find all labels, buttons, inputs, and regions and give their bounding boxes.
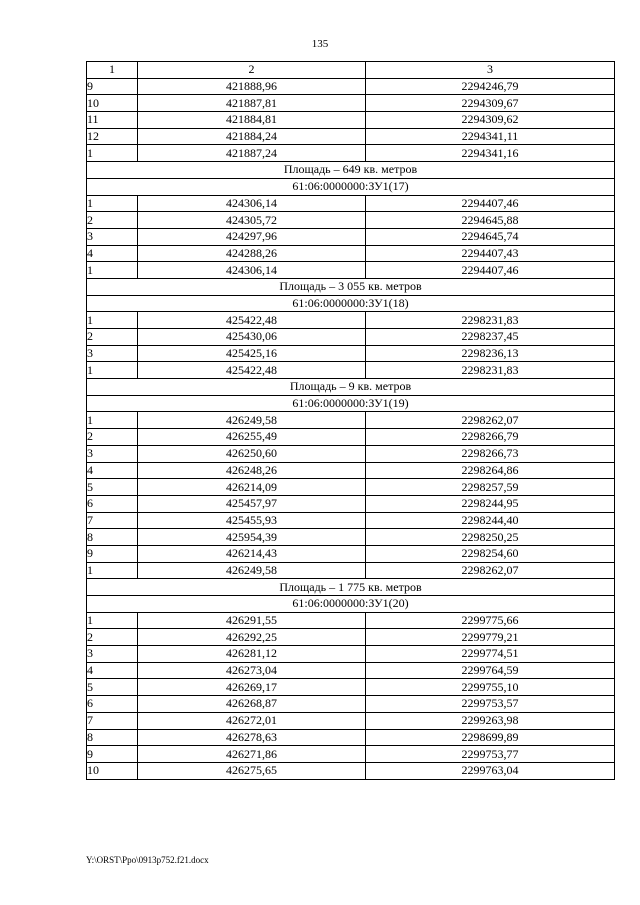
y-coordinate-cell: 2299774,51 [366,646,615,663]
area-summary-cell: Площадь – 3 055 кв. метров [87,278,615,295]
parcel-id-row [87,596,615,613]
x-coordinate-cell: 426249,58 [138,412,366,429]
x-coordinate-cell: 426275,65 [138,762,366,779]
point-number-cell: 8 [87,729,138,746]
parcel-id-row [87,178,615,195]
coordinate-row [87,195,615,212]
point-number-cell: 10 [87,762,138,779]
point-number-cell: 7 [87,512,138,529]
coordinate-row [87,78,615,95]
header-cell-x: 2 [138,62,366,79]
coordinate-row [87,112,615,129]
y-coordinate-cell: 2294645,88 [366,212,615,229]
coordinate-row [87,679,615,696]
point-number-cell: 2 [87,212,138,229]
point-number-cell: 1 [87,612,138,629]
area-summary-row [87,162,615,179]
x-coordinate-cell: 426273,04 [138,662,366,679]
x-coordinate-cell: 426291,55 [138,612,366,629]
point-number-cell: 2 [87,329,138,346]
coordinate-row [87,545,615,562]
parcel-id-row [87,295,615,312]
x-coordinate-cell: 426214,43 [138,545,366,562]
coordinate-row [87,512,615,529]
y-coordinate-cell: 2298231,83 [366,312,615,329]
y-coordinate-cell: 2294341,16 [366,145,615,162]
point-number-cell: 8 [87,529,138,546]
y-coordinate-cell: 2298266,79 [366,429,615,446]
y-coordinate-cell: 2299764,59 [366,662,615,679]
x-coordinate-cell: 421884,24 [138,128,366,145]
x-coordinate-cell: 426255,49 [138,429,366,446]
coordinate-row [87,646,615,663]
coordinate-row [87,629,615,646]
header-cell-point: 1 [87,62,138,79]
coordinate-row [87,128,615,145]
point-number-cell: 4 [87,662,138,679]
coordinate-row [87,362,615,379]
point-number-cell: 5 [87,479,138,496]
parcel-id-cell: 61:06:0000000:ЗУ1(19) [87,395,615,412]
coordinate-row [87,729,615,746]
point-number-cell: 2 [87,429,138,446]
y-coordinate-cell: 2299263,98 [366,712,615,729]
coordinate-row [87,412,615,429]
coordinate-row [87,445,615,462]
point-number-cell: 1 [87,412,138,429]
point-number-cell: 9 [87,78,138,95]
x-coordinate-cell: 426250,60 [138,445,366,462]
coordinate-row [87,429,615,446]
area-summary-row [87,379,615,396]
point-number-cell: 3 [87,646,138,663]
y-coordinate-cell: 2294407,46 [366,195,615,212]
y-coordinate-cell: 2299753,77 [366,746,615,763]
y-coordinate-cell: 2294341,11 [366,128,615,145]
parcel-id-cell: 61:06:0000000:ЗУ1(20) [87,596,615,613]
coordinate-row [87,145,615,162]
x-coordinate-cell: 426271,86 [138,746,366,763]
y-coordinate-cell: 2299755,10 [366,679,615,696]
coordinate-row [87,562,615,579]
area-summary-row [87,278,615,295]
x-coordinate-cell: 425430,06 [138,329,366,346]
x-coordinate-cell: 421887,24 [138,145,366,162]
coordinate-row [87,245,615,262]
area-summary-row [87,579,615,596]
point-number-cell: 1 [87,562,138,579]
x-coordinate-cell: 421888,96 [138,78,366,95]
point-number-cell: 10 [87,95,138,112]
header-cell-y: 3 [366,62,615,79]
point-number-cell: 3 [87,445,138,462]
y-coordinate-cell: 2298244,40 [366,512,615,529]
y-coordinate-cell: 2294645,74 [366,228,615,245]
coordinates-table-body [87,62,615,780]
coordinate-row [87,746,615,763]
x-coordinate-cell: 424288,26 [138,245,366,262]
point-number-cell: 2 [87,629,138,646]
y-coordinate-cell: 2298231,83 [366,362,615,379]
x-coordinate-cell: 424297,96 [138,228,366,245]
x-coordinate-cell: 426281,12 [138,646,366,663]
y-coordinate-cell: 2299779,21 [366,629,615,646]
area-summary-cell: Площадь – 9 кв. метров [87,379,615,396]
y-coordinate-cell: 2294407,43 [366,245,615,262]
x-coordinate-cell: 421884,81 [138,112,366,129]
coordinate-row [87,95,615,112]
x-coordinate-cell: 426269,17 [138,679,366,696]
y-coordinate-cell: 2298244,95 [366,495,615,512]
coordinates-table [86,61,615,780]
x-coordinate-cell: 426292,25 [138,629,366,646]
point-number-cell: 6 [87,696,138,713]
x-coordinate-cell: 425422,48 [138,312,366,329]
y-coordinate-cell: 2299763,04 [366,762,615,779]
point-number-cell: 3 [87,228,138,245]
point-number-cell: 12 [87,128,138,145]
x-coordinate-cell: 425954,39 [138,529,366,546]
y-coordinate-cell: 2299753,57 [366,696,615,713]
point-number-cell: 9 [87,746,138,763]
x-coordinate-cell: 425457,97 [138,495,366,512]
y-coordinate-cell: 2298699,89 [366,729,615,746]
point-number-cell: 9 [87,545,138,562]
x-coordinate-cell: 426214,09 [138,479,366,496]
point-number-cell: 1 [87,312,138,329]
coordinate-row [87,612,615,629]
x-coordinate-cell: 425422,48 [138,362,366,379]
parcel-id-cell: 61:06:0000000:ЗУ1(17) [87,178,615,195]
coordinate-row [87,696,615,713]
y-coordinate-cell: 2298266,73 [366,445,615,462]
area-summary-cell: Площадь – 1 775 кв. метров [87,579,615,596]
point-number-cell: 5 [87,679,138,696]
point-number-cell: 1 [87,262,138,279]
coordinate-row [87,212,615,229]
y-coordinate-cell: 2294407,46 [366,262,615,279]
coordinate-row [87,262,615,279]
page-number: 135 [311,38,329,50]
coordinate-row [87,329,615,346]
coordinate-row [87,662,615,679]
y-coordinate-cell: 2298237,45 [366,329,615,346]
coordinate-row [87,312,615,329]
x-coordinate-cell: 424305,72 [138,212,366,229]
coordinate-row [87,462,615,479]
y-coordinate-cell: 2298262,07 [366,562,615,579]
point-number-cell: 3 [87,345,138,362]
x-coordinate-cell: 426268,87 [138,696,366,713]
area-summary-cell: Площадь – 649 кв. метров [87,162,615,179]
point-number-cell: 11 [87,112,138,129]
parcel-id-cell: 61:06:0000000:ЗУ1(18) [87,295,615,312]
point-number-cell: 1 [87,362,138,379]
y-coordinate-cell: 2298236,13 [366,345,615,362]
coordinate-row [87,479,615,496]
coordinate-row [87,495,615,512]
y-coordinate-cell: 2298264,86 [366,462,615,479]
x-coordinate-cell: 426248,26 [138,462,366,479]
y-coordinate-cell: 2299775,66 [366,612,615,629]
point-number-cell: 4 [87,245,138,262]
point-number-cell: 1 [87,145,138,162]
point-number-cell: 1 [87,195,138,212]
y-coordinate-cell: 2298250,25 [366,529,615,546]
x-coordinate-cell: 424306,14 [138,262,366,279]
file-path-footer: Y:\ORST\Ppo\0913p752.f21.docx [86,855,209,865]
x-coordinate-cell: 425425,16 [138,345,366,362]
x-coordinate-cell: 425455,93 [138,512,366,529]
point-number-cell: 6 [87,495,138,512]
point-number-cell: 4 [87,462,138,479]
x-coordinate-cell: 426249,58 [138,562,366,579]
point-number-cell: 7 [87,712,138,729]
coordinate-row [87,228,615,245]
coordinate-row [87,712,615,729]
coordinate-row [87,345,615,362]
y-coordinate-cell: 2298257,59 [366,479,615,496]
y-coordinate-cell: 2298254,60 [366,545,615,562]
parcel-id-row [87,395,615,412]
x-coordinate-cell: 421887,81 [138,95,366,112]
y-coordinate-cell: 2294309,67 [366,95,615,112]
y-coordinate-cell: 2298262,07 [366,412,615,429]
y-coordinate-cell: 2294309,62 [366,112,615,129]
table-header-row [87,62,615,79]
x-coordinate-cell: 426272,01 [138,712,366,729]
y-coordinate-cell: 2294246,79 [366,78,615,95]
coordinate-row [87,529,615,546]
x-coordinate-cell: 426278,63 [138,729,366,746]
coordinate-row [87,762,615,779]
x-coordinate-cell: 424306,14 [138,195,366,212]
